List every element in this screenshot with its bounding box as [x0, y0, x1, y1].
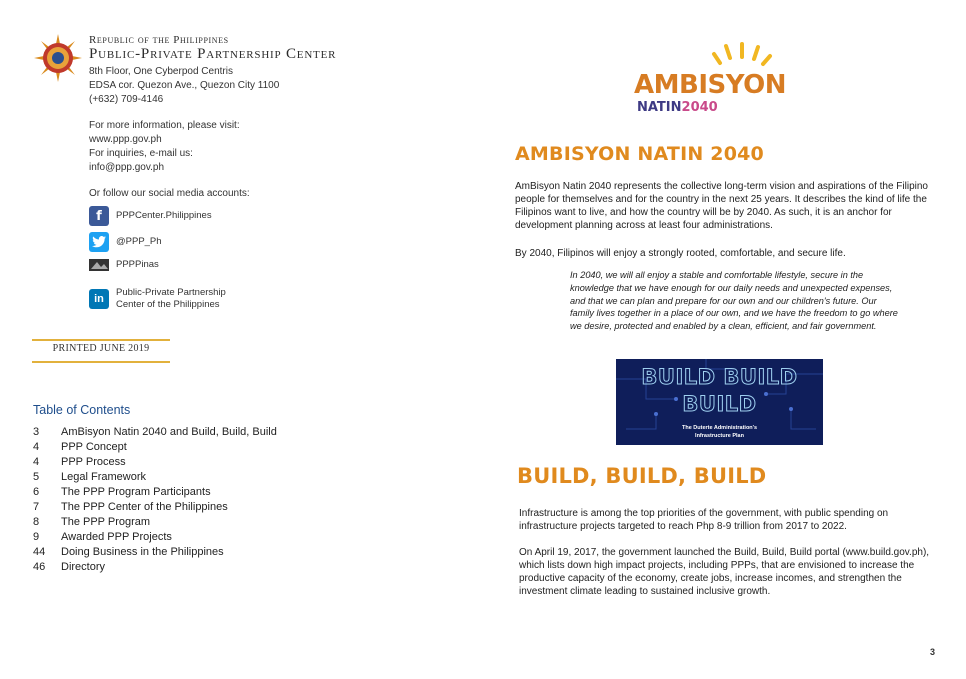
toc-label: Doing Business in the Philippines [61, 546, 224, 558]
contact-info [89, 119, 240, 175]
ambisyon-logo-subtext [637, 100, 718, 115]
toc-item[interactable] [33, 515, 277, 530]
toc-page: 44 [33, 546, 46, 558]
build-paragraph: On April 19, 2017, the government launched the Build, Build, Build portal (www.build.gov.ph), which lists down high impact projects, including PPPs, that are envisioned to increase the productive capacity of the economy, create jobs, increase incomes, and strengthen the investment climate leading to sustained inclusive growth. [519, 547, 930, 597]
toc-label: Legal Framework [61, 471, 146, 483]
ambisyon-logo-text: AMBISYON [634, 70, 786, 100]
social-facebook[interactable] [89, 206, 212, 226]
toc-label: The PPP Center of the Philippines [61, 501, 228, 513]
logo-year: 2040 [681, 100, 718, 115]
ambisyon-paragraph: By 2040, Filipinos will enjoy a strongly rooted, comfortable, and secure life. [515, 248, 846, 259]
social-linkedin[interactable] [89, 283, 226, 311]
toc-page: 3 [33, 426, 40, 438]
toc-item[interactable] [33, 425, 277, 440]
toc-page: 9 [33, 531, 40, 543]
table-of-contents [33, 425, 277, 575]
org-name: Public-Private Partnership Center [89, 46, 337, 62]
ambisyon-paragraph: AmBisyon Natin 2040 represents the collective long-term vision and aspirations of the Filipino people for themselves and for the country in the next 25 years. It describes the kind of life the Filipinos want to live, and how the country will be by 2040. As such, it is an anchor for development planning across at least four administrations. [515, 181, 928, 231]
facebook-icon: f [89, 206, 109, 226]
build-heading: BUILD, BUILD, BUILD [517, 464, 767, 488]
toc-item[interactable] [33, 545, 277, 560]
toc-label: PPP Process [61, 456, 126, 468]
toc-item[interactable] [33, 500, 277, 515]
linkedin-icon: in [89, 289, 109, 309]
toc-page: 8 [33, 516, 40, 528]
linkedin-name [116, 283, 226, 311]
facebook-handle: PPPCenter.Philippines [116, 210, 212, 221]
toc-title: Table of Contents [33, 403, 131, 417]
ambisyon-quote: In 2040, we will all enjoy a stable and comfortable lifestyle, secure in the knowledge that we have enough for our daily needs and unexpected expenses, and that we can plan and prepare for our own and our children's future. Our family lives together in a place of our own, and we have the freedom to go where we desire, protected and enabled by a clean, efficient, and fair government. [570, 270, 898, 332]
republic-label: Republic of the Philippines [89, 34, 229, 46]
twitter-icon [89, 232, 109, 252]
toc-page: 7 [33, 501, 40, 513]
page-number: 3 [930, 647, 936, 657]
toc-label: AmBisyon Natin 2040 and Build, Build, Build [61, 426, 277, 438]
toc-item[interactable] [33, 455, 277, 470]
toc-item[interactable] [33, 470, 277, 485]
website-link[interactable]: www.ppp.gov.ph [89, 134, 162, 145]
toc-label: The PPP Program Participants [61, 486, 211, 498]
toc-label: Awarded PPP Projects [61, 531, 172, 543]
build-paragraph: Infrastructure is among the top priorities of the government, with public spending on infrastructure projects targeted to reach Php 8-9 trillion from 2017 to 2022. [519, 508, 889, 532]
toc-page: 6 [33, 486, 40, 498]
social-intro: Or follow our social media accounts: [89, 188, 250, 199]
info-label: For more information, please visit: [89, 120, 240, 131]
banner-caption: Infrastructure Plan [695, 433, 744, 439]
build-build-build-banner [616, 359, 823, 445]
ambisyon-heading: AMBISYON NATIN 2040 [515, 143, 764, 165]
toc-label: Directory [61, 561, 106, 573]
banner-caption: The Duterte Administration's [681, 425, 758, 431]
flickr-icon [89, 258, 109, 272]
toc-item[interactable] [33, 440, 277, 455]
toc-page: 46 [33, 561, 46, 573]
linkedin-line: Center of the Philippines [116, 299, 220, 310]
toc-label: The PPP Program [61, 516, 151, 528]
email-link[interactable]: info@ppp.gov.ph [89, 162, 165, 173]
toc-item[interactable] [33, 485, 277, 500]
toc-page: 4 [33, 441, 40, 453]
address-line: EDSA cor. Quezon Ave., Quezon City 1100 [89, 80, 280, 91]
social-flickr[interactable] [89, 257, 159, 272]
ppp-center-seal-icon [34, 34, 82, 82]
twitter-handle: @PPP_Ph [116, 236, 162, 247]
address-line: 8th Floor, One Cyberpod Centris [89, 66, 233, 77]
toc-item[interactable] [33, 530, 277, 545]
toc-page: 5 [33, 471, 40, 483]
social-twitter[interactable] [89, 232, 162, 252]
banner-line: BUILD BUILD [641, 365, 798, 389]
address-block [89, 65, 279, 107]
toc-label: PPP Concept [61, 441, 127, 453]
toc-item[interactable] [33, 560, 277, 575]
printed-date: PRINTED JUNE 2019 [52, 343, 150, 354]
linkedin-line: Public-Private Partnership [116, 287, 226, 298]
toc-page: 4 [33, 456, 40, 468]
phone-number: (+632) 709-4146 [89, 94, 164, 105]
flickr-handle: PPPPinas [116, 259, 159, 270]
inquiry-label: For inquiries, e-mail us: [89, 148, 193, 159]
banner-line: BUILD [682, 392, 757, 416]
logo-natin: NATIN [637, 100, 682, 115]
